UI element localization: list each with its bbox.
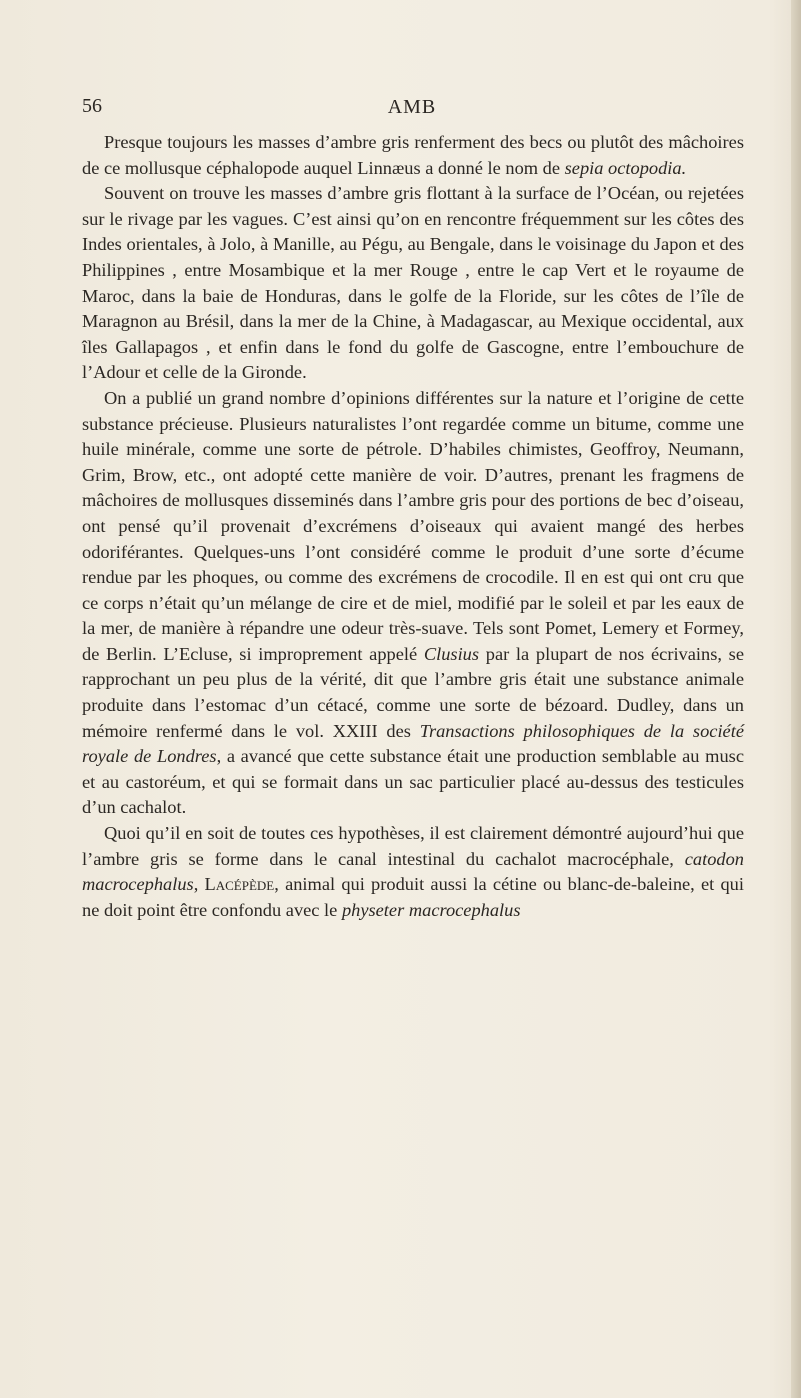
running-head: AMB [387, 96, 437, 118]
page-header [82, 95, 742, 123]
page-number: 56 [82, 95, 102, 117]
species-name: catodon macrocephalus [82, 848, 744, 895]
species-name: sepia octopodia. [564, 157, 687, 178]
paragraph-3: On a publié un grand nombre d’opinions différentes sur la nature et l’origine de cette substance précieuse. Plusieurs naturalistes l’ont regardée comme un bitume, comme une huile minérale, comme une sorte de pétrole. D’habiles chimistes, Geoffroy, Neumann, Grim, Brow, etc., ont adopté cette manière de voir. D’autres, prenant les fragmens de mâchoires de mollusques disseminés dans l’ambre gris pour des portions de bec d’oiseau, ont pensé qu’il provenait d’excrémens d’oiseaux qui avaient mangé des herbes odoriférantes. Quelques-uns l’ont considéré comme le produit d’une sorte d’écume rendue par les phoques, ou comme des excrémens de crocodile. Il en est qui ont cru que ce corps n’était qu’un mélange de cire et de miel, modifié par le soleil et par les eaux de la mer, de manière à répandre une odeur très-suave. Tels sont Pomet, Lemery et Formey, de Berlin. L’Ecluse, si improprement appelé Clusius par la plupart de nos écrivains, se rapprochant un peu plus de la vérité, dit que l’ambre gris était une substance animale produite dans l’estomac d’un cétacé, comme une sorte de bézoard. Dudley, dans un mémoire renfermé dans le vol. XXIII des Transactions philosophiques de la société royale de Londres, a avancé que cette substance était une production semblable au musc et au castoréum, et qui se formait dans un sac particulier placé au-dessus des testicules d’un cachalot. [82, 387, 744, 818]
page-edge [791, 0, 801, 1398]
paragraph-4: Quoi qu’il en soit de toutes ces hypothèses, il est clairement démontré aujourd’hui que l’ambre gris se forme dans le canal intestinal du cachalot macrocéphale, catodon macrocephalus, Lacépède, animal qui produit aussi la cétine ou blanc-de-baleine, et qui ne doit point être confondu avec le physeter macrocephalus [82, 823, 744, 920]
author-name: Lacépède [204, 874, 275, 895]
species-name: physeter macrocephalus [341, 899, 521, 920]
paragraph-2: Souvent on trouve les masses d’ambre gris flottant à la surface de l’Océan, ou rejetées sur le rivage par les vagues. C’est ainsi qu’on en rencontre fréquemment sur les côtes des Indes orientales, à Jolo, à Manille, au Pégu, au Bengale, dans le voisinage du Japon et des Philippines , entre Mosambique et la mer Rouge , entre le cap Vert et le royaume de Maroc, dans la baie de Honduras, dans le golfe de la Floride, sur les côtes de l’île de Maragnon au Brésil, dans la mer de la Chine, à Madagascar, au Mexique occidental, aux îles Gallapagos , et enfin dans le fond du golfe de Gascogne, entre l’embouchure de l’Adour et celle de la Gironde. [82, 183, 744, 383]
journal-title: Transactions philosophiques de la société royale de Londres [82, 720, 744, 767]
paragraph-1: Presque toujours les masses d’ambre gris renferment des becs ou plutôt des mâchoires de ce mollusque céphalopode auquel Linnæus a donné le nom de sepia octopodia. [82, 132, 744, 178]
body-text [82, 130, 744, 923]
author-name: Clusius [423, 643, 480, 664]
